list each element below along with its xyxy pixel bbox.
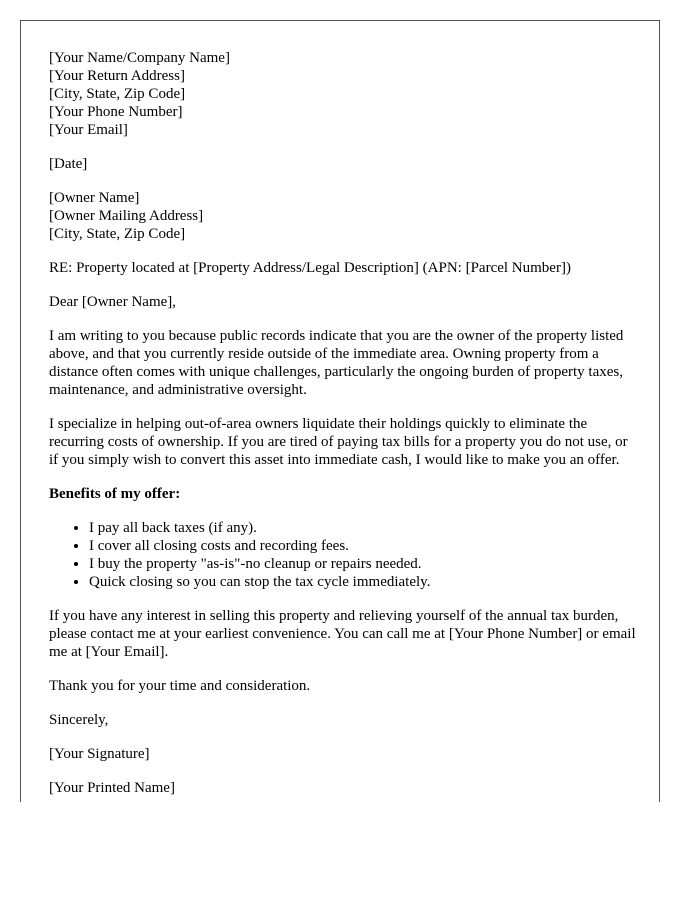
benefits-list [49,519,639,591]
benefits-list-item: • I buy the property "as-is"-no cleanup or repairs needed. [89,555,639,573]
sender-block [49,49,639,139]
letter-date: [Date] [49,156,88,172]
recipient-block [49,189,639,243]
printed-name: [Your Printed Name] [49,780,175,796]
sign-off: Sincerely, [49,712,109,728]
date-block [49,155,639,173]
benefits-list-item: • Quick closing so you can stop the tax cycle immediately. [89,573,639,591]
recipient-name: [Owner Name] [49,190,140,206]
body-paragraph: I specialize in helping out-of-area owners liquidate their holdings quickly to eliminate the recurring costs of ownership. If you are tired of paying tax bills for a property you do not use, or if you simply wish to convert this asset into immediate cash, I would like to make you an offer. [49,416,628,468]
benefits-list-item: • I pay all back taxes (if any). [89,519,639,537]
sender-name: [Your Name/Company Name] [49,50,230,66]
sender-email: [Your Email] [49,122,128,138]
signature: [Your Signature] [49,746,150,762]
body-paragraph: I am writing to you because public records indicate that you are the owner of the property listed above, and that you currently reside outside of the immediate area. Owning property from a distance often comes with unique challenges, particularly the ongoing burden of property taxes, maintenance, and administrative oversight. [49,328,624,398]
closing-paragraph: Thank you for your time and consideration. [49,678,311,694]
re-line: RE: Property located at [Property Address/Legal Description] (APN: [Parcel Number]) [49,260,571,276]
benefits-list-item: • I cover all closing costs and recording fees. [89,537,639,555]
closing-paragraph: If you have any interest in selling this property and relieving yourself of the annual tax burden, please contact me at your earliest convenience. You can call me at [Your Phone Number] or email me at [Your Email]. [49,608,636,660]
sender-return-address: [Your Return Address] [49,68,185,84]
salutation: Dear [Owner Name], [49,294,177,310]
recipient-city-state-zip: [City, State, Zip Code] [49,226,186,242]
benefits-heading: Benefits of my offer: [49,486,181,502]
recipient-mailing-address: [Owner Mailing Address] [49,208,204,224]
sender-phone: [Your Phone Number] [49,104,183,120]
sender-city-state-zip: [City, State, Zip Code] [49,86,186,102]
letter-page [20,20,660,802]
letter-content [49,49,639,802]
